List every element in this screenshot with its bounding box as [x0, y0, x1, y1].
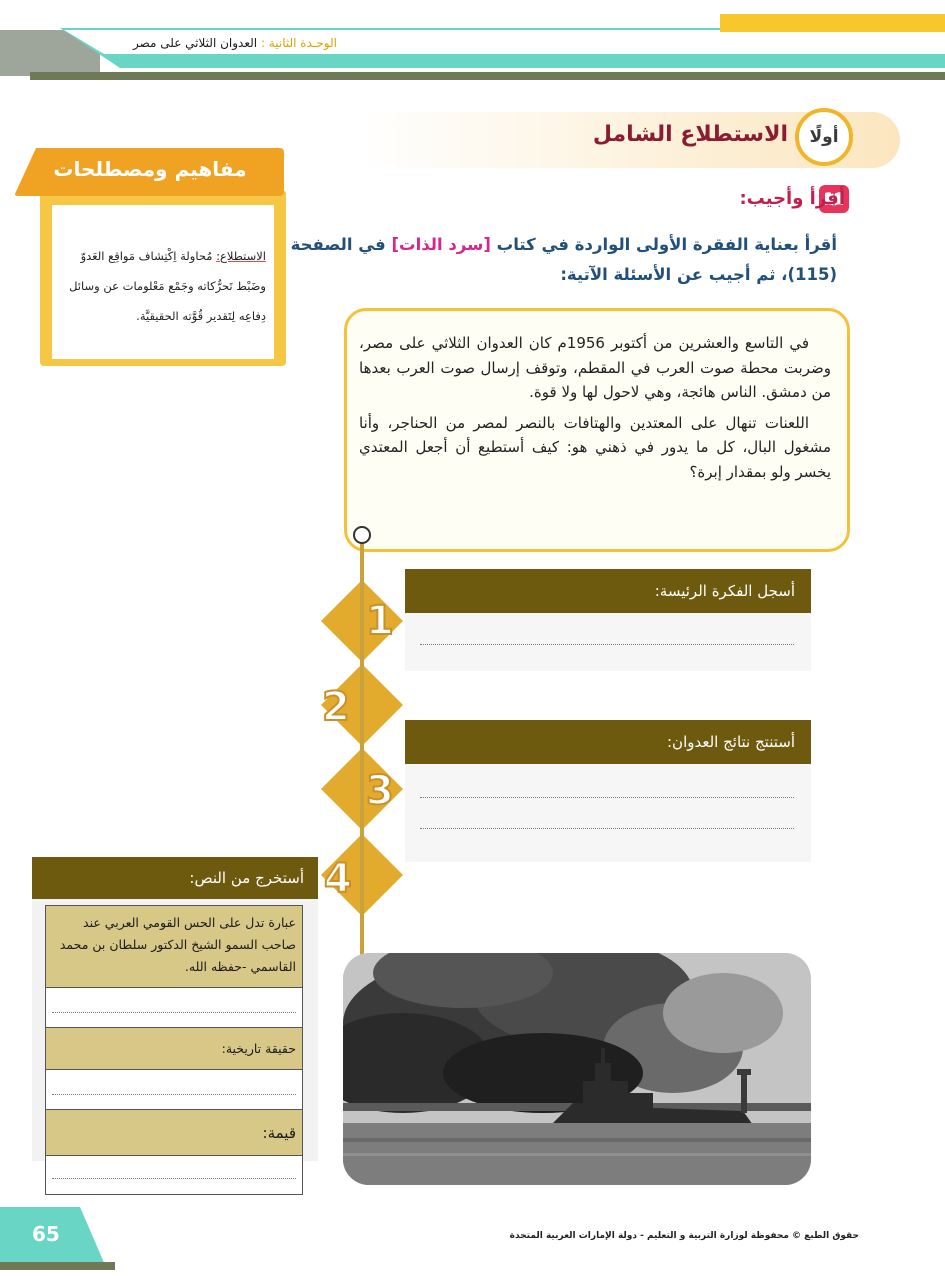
extraction-table	[45, 905, 303, 1195]
photo-illustration	[343, 953, 811, 1185]
passage-paragraph-2: اللعنات تنهال على المعتدين والهتافات بالنصر لمصر من الحناجر، وأنا مشغول البال، كل ما يدور في ذهني هو: كيف أستطيع أن أجعل المعتدي يخسر ولو بمقدار إبرة؟	[359, 413, 831, 481]
step-number-3: 3	[366, 768, 394, 814]
answer-line	[52, 1178, 296, 1179]
extraction-answer-1[interactable]	[46, 988, 302, 1028]
question-1-answer-area	[405, 613, 811, 671]
concept-term: الاستطلاع:	[216, 249, 266, 263]
step-number-4: 4	[324, 856, 352, 902]
header-dark-line	[30, 72, 945, 80]
extraction-row-value: قيمة:	[46, 1110, 302, 1156]
extraction-header: أستخرج من النص:	[32, 857, 318, 899]
extraction-row-national-sense: عبارة تدل على الحس القومي العربي عند صاحب السمو الشيخ الدكتور سلطان بن محمد القاسمي -حفظه الله.	[46, 906, 302, 988]
question-2-answer-area	[405, 764, 811, 862]
concepts-title: مفاهيم ومصطلحات	[53, 157, 247, 181]
answer-line	[52, 1012, 296, 1013]
ship-fire-photo	[343, 953, 811, 1185]
answer-line	[52, 1094, 296, 1095]
instruction-text	[277, 230, 837, 290]
passage-box	[344, 308, 850, 552]
footer-dark-line	[0, 1262, 115, 1270]
header-yellow-accent	[720, 14, 945, 32]
section-title: الاستطلاع الشامل	[592, 122, 788, 147]
passage-paragraph-1: في التاسع والعشرين من أكتوبر 1956م كان العدوان الثلاثي على مصر، وضربت محطة صوت العرب في المقطم، وتوقف إرسال صوت العرب بعدها من دمشق. الناس هائجة، وهي لاحول لها ولا قوة.	[359, 334, 831, 401]
answer-line[interactable]	[420, 797, 794, 798]
step-number-1: 1	[366, 598, 394, 644]
timeline-line	[360, 535, 364, 975]
unit-label: الوحـدة الثانية :	[260, 36, 337, 50]
answer-line[interactable]	[420, 644, 794, 645]
answer-line[interactable]	[420, 828, 794, 829]
instruction-part2: في الصفحة (115)، ثم أجيب عن الأسئلة الآتية:	[290, 235, 837, 284]
concepts-definition-box	[52, 205, 274, 359]
question-1-header: أسجل الفكرة الرئيسة:	[405, 569, 811, 613]
header-unit-text	[133, 36, 337, 50]
book-title: [سرد الذات]	[391, 235, 491, 254]
extraction-answer-3[interactable]	[46, 1156, 302, 1194]
section-badge: أولًا	[795, 108, 853, 166]
extraction-row-historical-fact: حقيقة تاريخية:	[46, 1028, 302, 1070]
instruction-part1: أقرأ بعناية الفقرة الأولى الواردة في كتاب	[496, 235, 837, 254]
timeline-node-top	[353, 526, 371, 544]
step-number-2: 2	[322, 684, 350, 730]
question-2-header: أستنتج نتائج العدوان:	[405, 720, 811, 764]
extraction-answer-2[interactable]	[46, 1070, 302, 1110]
copyright-text: حقوق الطبع © محفوظة لوزارة التربية و التعليم - دولة الإمارات العربية المتحدة	[509, 1231, 859, 1241]
unit-title: العدوان الثلاثي على مصر	[132, 36, 258, 50]
concept-definition: مُحاولة اِكْتِشاف مَواقِع العَدوّ وضَبْط تَحرُّكاته وجَمْع مَعْلومات عن وسائل دِفاعِه لِتَقدير قُوَّته الحقيقيَّة.	[69, 249, 266, 323]
page-number: 65	[32, 1222, 60, 1246]
read-answer-label: أقرأ وأجيب:	[739, 188, 845, 209]
